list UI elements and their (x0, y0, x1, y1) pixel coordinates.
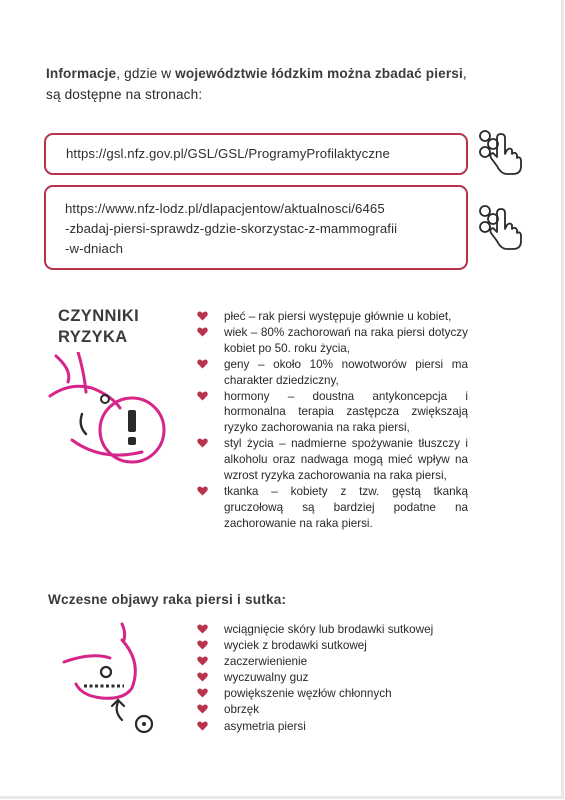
early-item-text: wyczuwalny guz (224, 671, 309, 685)
heart-icon (197, 486, 208, 496)
list-item (197, 484, 468, 532)
early-item-text: zaczerwienienie (224, 655, 308, 669)
intro-text-2: , (462, 66, 467, 81)
breast-exclamation-icon (42, 352, 167, 467)
risk-item-text: geny – około 10% nowotworów piersi ma charakter dziedziczny, (224, 357, 468, 387)
list-item (197, 309, 468, 325)
risk-item-text: wiek – 80% zachorowań na raka piersi dotyczy kobiet po 50. roku życia, (224, 325, 468, 355)
heart-icon (197, 624, 208, 634)
list-item (197, 686, 487, 702)
intro-text-1: , gdzie w (116, 66, 176, 81)
hand-pointer-icon (477, 128, 525, 178)
list-item (197, 436, 468, 484)
list-item (197, 389, 468, 437)
link-nfz-line-2[interactable]: -zbadaj-piersi-sprawdz-gdzie-skorzystac-z-mammografii (65, 221, 398, 236)
list-item (197, 654, 487, 670)
heart-icon (197, 391, 208, 401)
early-item-text: obrzęk (224, 703, 260, 717)
risk-title-line-2: RYZYKA (58, 328, 128, 346)
heart-icon (197, 327, 208, 337)
heart-icon (197, 704, 208, 714)
heart-icon (197, 672, 208, 682)
link-box-nfz-lodz[interactable] (44, 185, 468, 270)
early-item-text: asymetria piersi (224, 719, 306, 733)
risk-item-text: tkanka – kobiety z tzw. gęstą tkanką gruczołową są bardziej podatne na zachorowanie na raka piersi. (224, 484, 468, 530)
link-gsl-url[interactable]: https://gsl.nfz.gov.pl/GSL/GSL/ProgramyProfilaktyczne (66, 146, 390, 161)
intro-line-2: są dostępne na stronach: (46, 87, 203, 102)
early-item-text: powiększenie węzłów chłonnych (224, 687, 392, 701)
early-symptoms-list (197, 622, 487, 735)
list-item (197, 638, 487, 654)
heart-icon (197, 359, 208, 369)
risk-item-text: hormony – doustna antykoncepcja i hormonalna terapia zastępcza zwiększają ryzyko zachorowania na raka piersi, (224, 389, 468, 435)
heart-icon (197, 438, 208, 448)
intro-text (46, 63, 536, 105)
early-item-text: wyciek z brodawki sutkowej (224, 639, 367, 653)
risk-factors-list (197, 309, 468, 532)
list-item (197, 325, 468, 357)
risk-item-text: styl życia – nadmierne spożywanie tłuszczy i alkoholu oraz nadwaga mogą mieć wpływ na wzrost ryzyka zachorowania na raka piersi, (224, 437, 468, 483)
risk-title-line-1: CZYNNIKI (58, 307, 140, 325)
heart-icon (197, 640, 208, 650)
heart-icon (197, 656, 208, 666)
list-item (197, 702, 487, 718)
heart-icon (197, 721, 208, 731)
risk-item-text: płeć – rak piersi występuje głównie u kobiet, (224, 310, 452, 323)
risk-factors-title (58, 306, 139, 348)
heart-icon (197, 688, 208, 698)
intro-bold-region: województwie łódzkim można zbadać piersi (175, 66, 463, 81)
heart-icon (197, 311, 208, 321)
early-symptoms-title: Wczesne objawy raka piersi i sutka: (48, 592, 287, 607)
early-item-text: wciągnięcie skóry lub brodawki sutkowej (224, 623, 434, 636)
link-nfz-line-1[interactable]: https://www.nfz-lodz.pl/dlapacjentow/aktualnosci/6465 (65, 201, 385, 216)
hand-pointer-icon (477, 203, 525, 253)
list-item (197, 357, 468, 389)
list-item (197, 719, 487, 735)
link-box-gsl[interactable] (44, 133, 468, 175)
link-nfz-line-3[interactable]: -w-dniach (65, 241, 124, 256)
intro-bold-info: Informacje (46, 66, 117, 81)
breast-lump-icon (62, 622, 172, 742)
list-item (197, 670, 487, 686)
list-item (197, 622, 487, 638)
